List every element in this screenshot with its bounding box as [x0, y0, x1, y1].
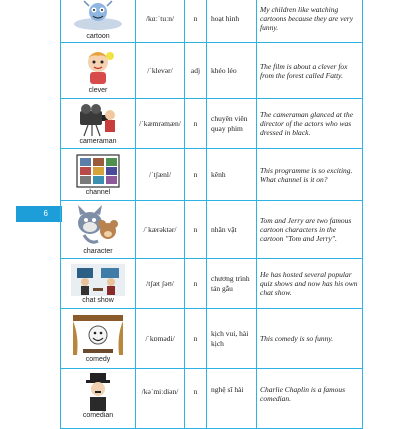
pronunciation-cell: /ˈkærəktər/ — [136, 201, 185, 259]
part-of-speech-cell: n — [185, 259, 207, 309]
vocab-word: cartoon — [86, 32, 110, 40]
part-of-speech-cell: n — [185, 369, 207, 429]
meaning-cell: kênh — [207, 149, 257, 201]
vocab-word: clever — [88, 86, 108, 94]
meaning-cell: chương trình tán gẫu — [207, 259, 257, 309]
picture-cell — [61, 369, 136, 429]
meaning-cell: nghệ sĩ hài — [207, 369, 257, 429]
example-cell: My children like watching cartoons because they are very funny. — [257, 0, 363, 43]
meaning-cell: chuyên viên quay phim — [207, 99, 257, 149]
part-of-speech-cell: adj — [185, 43, 207, 99]
table-row — [61, 201, 363, 259]
vocab-word: comedian — [82, 412, 114, 419]
cameraman-icon — [76, 103, 120, 137]
vocab-word: cameraman — [79, 137, 117, 145]
picture-cell — [61, 0, 136, 43]
cartoon-character-icon — [68, 0, 128, 32]
example-cell: The cameraman glanced at the director of the actors who was dressed in black. — [257, 99, 363, 149]
page-number-tab — [16, 206, 62, 222]
part-of-speech-cell: n — [185, 0, 207, 43]
table-row — [61, 99, 363, 149]
picture-cell — [61, 99, 136, 149]
part-of-speech-cell: n — [185, 149, 207, 201]
part-of-speech-cell: n — [185, 201, 207, 259]
tom-and-jerry-icon — [74, 205, 122, 247]
page-number: 6 — [43, 209, 48, 218]
vocab-word: character — [83, 247, 113, 255]
table-row — [61, 0, 363, 43]
meaning-cell: khéo léo — [207, 43, 257, 99]
vocab-word: chat show — [82, 296, 114, 304]
vocabulary-table — [60, 0, 363, 429]
example-cell: Charlie Chaplin is a famous comedian. — [257, 369, 363, 429]
pronunciation-cell: /tʃæt ʃəʊ/ — [136, 259, 185, 309]
part-of-speech-cell: n — [185, 309, 207, 369]
table-row — [61, 309, 363, 369]
comedy-stage-icon — [73, 315, 123, 355]
pronunciation-cell: /ˈtʃænl/ — [136, 149, 185, 201]
example-cell: This programme is so exciting. What channel is it on? — [257, 149, 363, 201]
table-row — [61, 369, 363, 429]
vocab-word: comedy — [85, 355, 111, 363]
part-of-speech-cell: n — [185, 99, 207, 149]
table-row — [61, 259, 363, 309]
picture-cell — [61, 43, 136, 99]
tv-channels-icon — [76, 154, 120, 188]
pronunciation-cell: /ˈklevər/ — [136, 43, 185, 99]
meaning-cell: nhân vật — [207, 201, 257, 259]
table-row — [61, 43, 363, 99]
picture-cell — [61, 149, 136, 201]
pronunciation-cell: /ˈkɒmədi/ — [136, 309, 185, 369]
chat-show-icon — [71, 264, 125, 296]
pronunciation-cell: /kɑːˈtuːn/ — [136, 0, 185, 43]
example-cell: He has hosted several popular quiz shows and now has his own chat show. — [257, 259, 363, 309]
meaning-cell: hoạt hình — [207, 0, 257, 43]
vocab-word: channel — [85, 188, 111, 196]
pronunciation-cell: /kəˈmiːdiən/ — [136, 369, 185, 429]
table-row — [61, 149, 363, 201]
meaning-cell: kịch vui, hài kịch — [207, 309, 257, 369]
clever-kid-icon — [78, 48, 118, 86]
comedian-icon — [78, 371, 118, 411]
pronunciation-cell: /ˈkæmrəmæn/ — [136, 99, 185, 149]
example-cell: The film is about a clever fox from the forest called Fatty. — [257, 43, 363, 99]
example-cell: Tom and Jerry are two famous cartoon characters in the cartoon "Tom and Jerry". — [257, 201, 363, 259]
picture-cell — [61, 201, 136, 259]
picture-cell — [61, 309, 136, 369]
example-cell: This comedy is so funny. — [257, 309, 363, 369]
picture-cell — [61, 259, 136, 309]
